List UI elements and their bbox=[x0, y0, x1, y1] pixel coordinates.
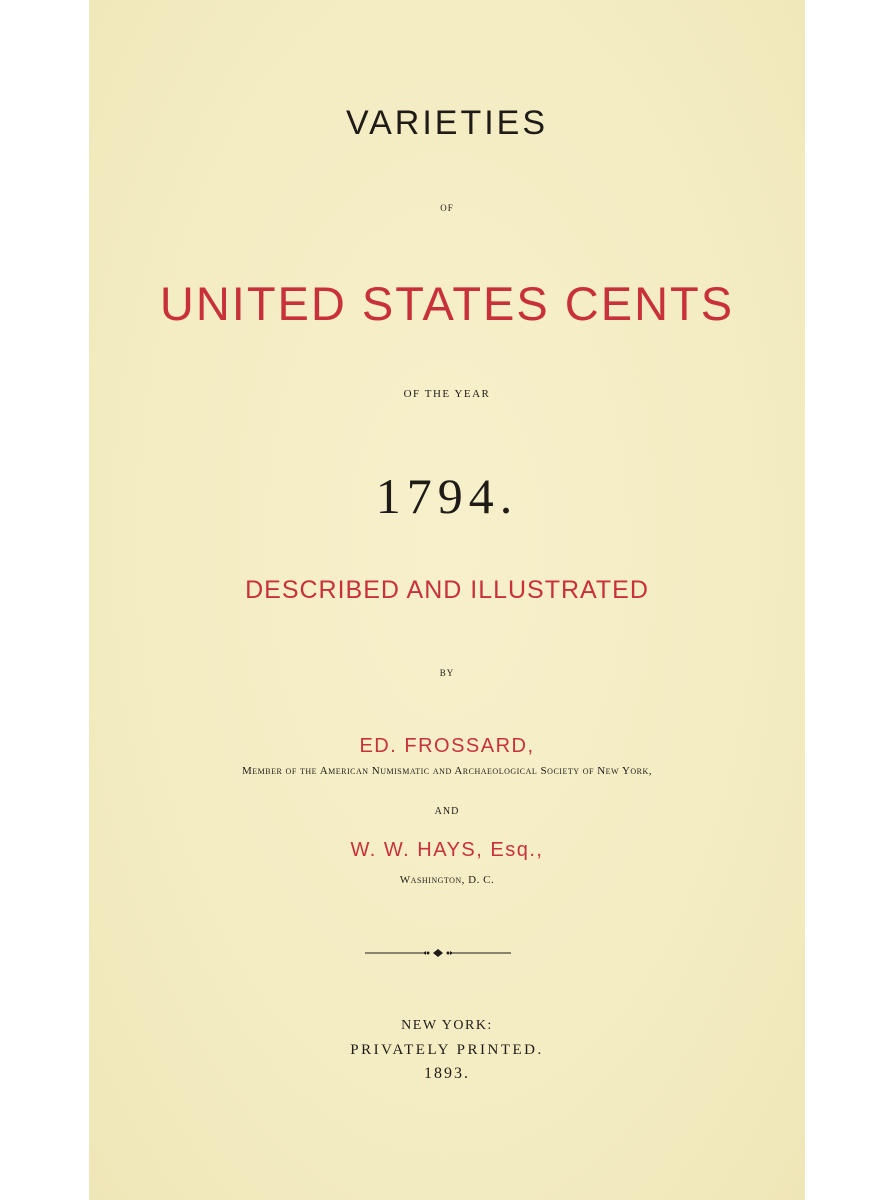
imprint-year: 1893. bbox=[424, 1065, 470, 1082]
title-page bbox=[89, 0, 805, 1200]
author-hays-location: Washington, D. C. bbox=[399, 874, 495, 886]
title-varieties: VARIETIES bbox=[345, 104, 549, 142]
by-line: BY bbox=[439, 668, 455, 678]
title-of: OF bbox=[440, 203, 454, 213]
author-hays: W. W. HAYS, Esq., bbox=[350, 839, 544, 861]
conjunction-and: AND bbox=[434, 806, 460, 817]
main-title: UNITED STATES CENTS bbox=[159, 277, 735, 330]
imprint-publisher: PRIVATELY PRINTED. bbox=[350, 1042, 544, 1058]
title-year: 1794. bbox=[375, 468, 519, 524]
title-of-the-year: OF THE YEAR bbox=[403, 388, 491, 400]
author-frossard: ED. FROSSARD, bbox=[359, 735, 535, 757]
imprint-city: NEW YORK: bbox=[401, 1018, 493, 1033]
subtitle-described: DESCRIBED AND ILLUSTRATED bbox=[245, 576, 649, 604]
author-frossard-affiliation: Member of the American Numismatic and Archaeological Society of New York, bbox=[241, 765, 653, 777]
divider-ornament-icon bbox=[365, 946, 511, 960]
